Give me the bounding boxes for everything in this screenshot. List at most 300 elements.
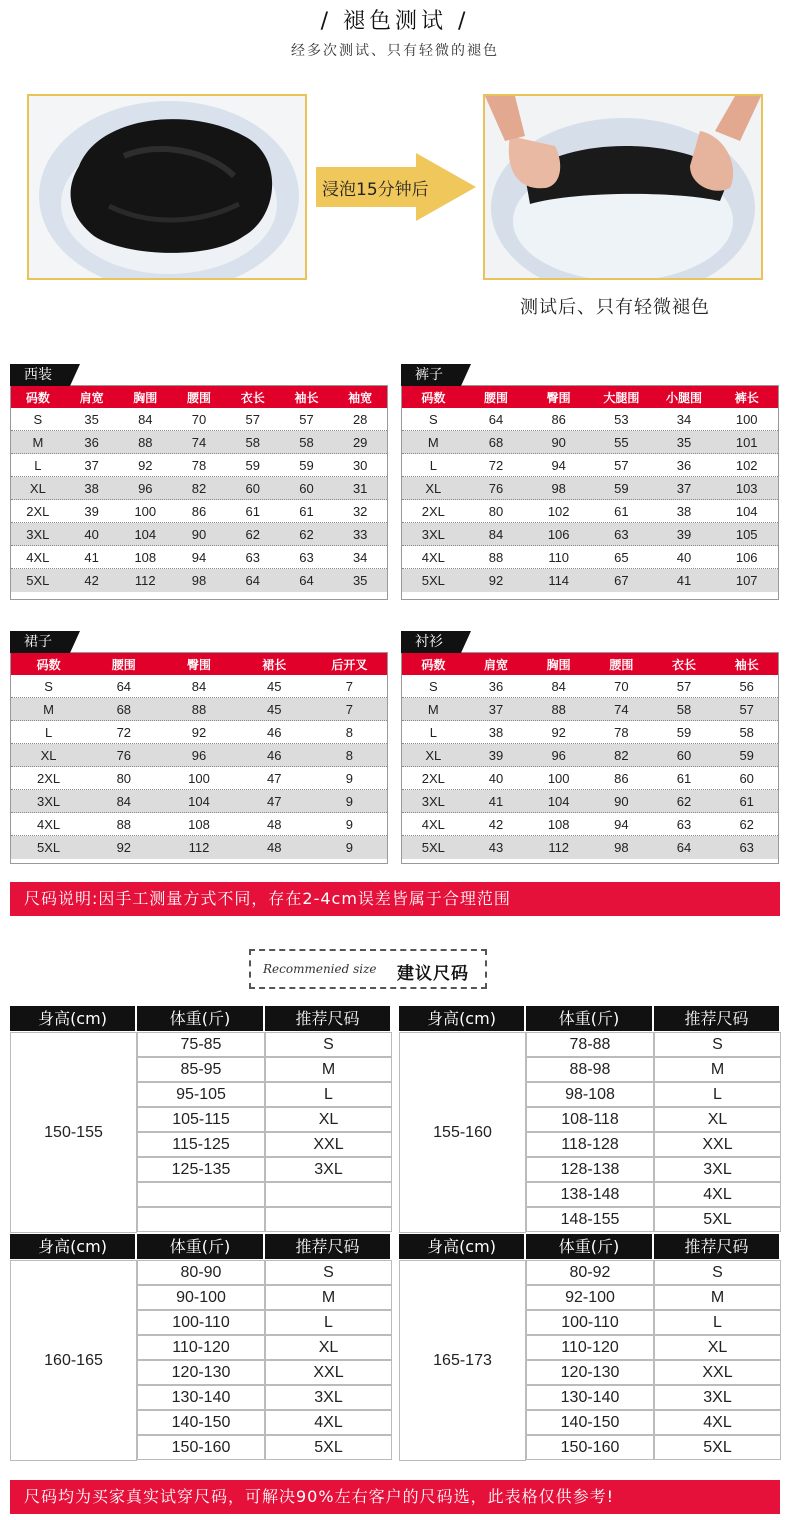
table-cell: 84 [488,526,504,542]
table-row [11,546,387,569]
table-cell: 98 [551,480,566,496]
size-note-bar: 尺码说明:因手工测量方式不同，存在2-4cm误差皆属于合理范围 [10,882,780,916]
table-cell: 9 [345,793,354,809]
table-row [402,698,778,721]
table-cell: XL [425,747,442,763]
table-cell: 57 [739,701,754,717]
header-cell: 袖长 [294,390,319,405]
table-cell: 72 [116,724,132,740]
header-cell: 袖长 [734,657,759,672]
table-cell: S [429,411,438,427]
table-cell: 4XL [421,816,445,832]
table-cell: XL [29,480,46,496]
header-cell: 大腿围 [603,390,640,405]
table-row [402,721,778,744]
table-cell: 58 [299,434,314,450]
shirt-table-title: 衬衫 [401,631,461,653]
table-cell: 96 [191,747,207,763]
table-cell: 59 [299,457,314,473]
table-cell: 8 [345,724,354,740]
table-cell: XL [40,747,57,763]
table-cell: 2XL [37,770,61,786]
recommend-weight-cell: 80-90 [137,1260,265,1285]
table-cell: 63 [614,526,629,542]
table-cell: 60 [299,480,314,496]
table-cell: 58 [739,724,754,740]
recommend-weight-cell: 92-100 [526,1285,654,1310]
table-cell: 90 [614,793,629,809]
table-cell: 82 [191,480,207,496]
table-cell: 88 [138,434,153,450]
recommend-header-cell: 推荐尺码 [654,1006,779,1031]
recommend-height-range: 165-173 [399,1260,526,1461]
recommend-weight-cell: 120-130 [137,1360,265,1385]
table-cell: 92 [116,840,132,855]
table-cell: 62 [245,526,260,542]
recommend-size-cell: L [265,1082,392,1107]
recommend-size-cell: M [265,1285,392,1310]
table-cell: 41 [488,793,504,809]
table-cell: 46 [266,747,282,763]
recommend-header-cell: 体重(斤) [137,1234,263,1259]
recommend-header-cell: 身高(cm) [10,1006,135,1031]
table-cell: 61 [614,503,629,519]
table-cell: 9 [345,770,354,786]
table-cell: S [44,678,53,694]
recommend-size-cell [265,1182,392,1207]
table-cell: 3XL [26,526,50,542]
recommend-weight-cell [137,1182,265,1207]
recommend-weight-cell: 95-105 [137,1082,265,1107]
recommend-size-cell: XL [654,1335,781,1360]
table-row [11,431,387,454]
after-photo [483,94,763,280]
pants-size-table [401,367,779,600]
recommend-size-cell: 3XL [265,1385,392,1410]
recommend-weight-cell: 140-150 [526,1410,654,1435]
recommend-weight-cell: 138-148 [526,1182,654,1207]
table-row [11,744,387,767]
recommend-title: 建议尺码 [397,964,469,984]
table-cell: 57 [676,678,692,694]
header-cell: 腰围 [609,657,634,672]
recommend-size-cell: 4XL [654,1182,781,1207]
table-cell: 48 [266,840,282,855]
recommend-weight-cell: 105-115 [137,1107,265,1132]
table-cell: 60 [739,770,754,786]
recommend-weight-cell: 100-110 [137,1310,265,1335]
table-cell: 84 [551,678,566,694]
table-cell: 108 [547,816,570,832]
table-cell: M [32,434,44,450]
table-cell: 78 [191,457,207,473]
table-cell: 107 [735,573,758,588]
table-cell: 7 [345,701,354,717]
recommend-size-cell: 3XL [265,1157,392,1182]
table-cell: 110 [548,549,570,565]
table-cell: 104 [735,503,758,519]
recommend-weight-cell: 130-140 [137,1385,265,1410]
table-cell: 62 [676,793,692,809]
table-row [402,836,778,859]
table-cell: 31 [352,480,368,496]
recommend-size-cell: L [265,1310,392,1335]
table-cell: 104 [188,793,210,809]
table-cell: 63 [245,549,260,565]
table-cell: 37 [84,457,99,473]
table-cell: L [429,457,437,473]
bottom-note-bar: 尺码均为买家真实试穿尺码，可解决90%左右客户的尺码选，此表格仅供参考! [10,1480,780,1514]
table-cell: 8 [345,747,354,763]
table-cell: M [43,701,55,717]
header-cell: 肩宽 [79,390,104,405]
table-cell: 98 [191,573,207,588]
table-cell: 74 [614,701,629,717]
recommend-size-cell: XL [265,1107,392,1132]
recommend-weight-cell: 100-110 [526,1310,654,1335]
table-cell: 35 [352,573,368,588]
table-cell: 42 [84,573,99,588]
table-cell: 40 [488,770,504,786]
header-cell: 衣长 [672,657,697,672]
table-cell: 29 [352,434,368,450]
table-cell: 40 [676,549,692,565]
table-cell: 47 [266,770,282,786]
recommend-size-cell: 3XL [654,1157,781,1182]
table-cell: 92 [551,724,566,740]
table-cell: M [427,434,439,450]
table-cell: 86 [191,503,207,519]
table-cell: 62 [299,526,314,542]
table-cell: 70 [614,678,629,694]
table-cell: 57 [245,411,260,427]
table-cell: 38 [488,724,504,740]
recommend-size-cell: L [654,1082,781,1107]
table-cell: 59 [245,457,260,473]
table-cell: L [44,724,53,740]
table-cell: 108 [134,549,157,565]
table-cell: 96 [138,480,153,496]
header-cell: 胸围 [133,390,158,405]
table-cell: 36 [676,457,692,473]
table-cell: 105 [735,526,758,542]
page-subtitle: 经多次测试、只有轻微的褪色 [291,43,499,59]
table-cell: 63 [739,840,754,855]
table-cell: 2XL [421,503,445,519]
table-cell: 5XL [37,840,61,855]
table-cell: 61 [676,770,692,786]
table-cell: 43 [488,840,504,855]
table-cell: 39 [84,503,99,519]
table-cell: 30 [352,457,368,473]
table-row [402,744,778,767]
table-row [11,569,387,592]
recommend-badge [249,949,487,989]
recommend-size-cell: M [654,1057,781,1082]
header-cell: 臀围 [187,657,212,672]
header-cell: 臀围 [546,390,571,405]
recommend-size-cell: 5XL [654,1435,781,1460]
recommend-height-range: 160-165 [10,1260,137,1461]
table-cell: 38 [676,503,692,519]
table-cell: 2XL [26,503,50,519]
header-cell: 肩宽 [484,657,509,672]
table-row [11,813,387,836]
table-row [402,813,778,836]
before-photo [27,94,307,280]
table-row [402,454,778,477]
recommend-size-cell: XL [654,1107,781,1132]
recommend-size-cell: XXL [265,1360,392,1385]
table-cell: 100 [547,770,570,786]
recommend-height-range: 150-155 [10,1032,137,1233]
table-cell: 60 [676,747,692,763]
recommend-weight-cell: 125-135 [137,1157,265,1182]
recommend-script-label: Recommenied size [263,962,377,976]
table-cell: 53 [614,411,629,427]
recommend-size-cell: M [265,1057,392,1082]
header-cell: 腰围 [111,657,136,672]
table-cell: 9 [345,816,354,832]
table-cell: 67 [614,573,629,588]
table-row [11,500,387,523]
table-cell: 55 [614,434,629,450]
table-cell: S [429,678,438,694]
table-cell: 3XL [421,526,445,542]
recommend-weight-cell: 130-140 [526,1385,654,1410]
arrow-label: 浸泡15分钟后 [322,180,429,200]
table-cell: 108 [188,816,210,832]
skirt-size-table [10,634,388,864]
table-row [11,790,387,813]
recommend-weight-cell: 88-98 [526,1057,654,1082]
table-cell: 59 [614,480,629,496]
header-cell: 腰围 [187,390,212,405]
table-header-row [402,386,778,408]
table-cell: 37 [488,701,504,717]
table-row [11,408,387,431]
table-cell: 58 [245,434,260,450]
table-cell: 80 [116,770,132,786]
recommend-size-cell: 3XL [654,1385,781,1410]
recommend-header-cell: 推荐尺码 [654,1234,779,1259]
table-cell: 32 [352,503,368,519]
table-cell: 72 [488,457,504,473]
table-cell: 57 [614,457,629,473]
table-row [11,523,387,546]
recommend-weight-cell: 110-120 [526,1335,654,1360]
table-cell: XL [425,480,442,496]
table-cell: 92 [488,573,504,588]
table-cell: 80 [488,503,504,519]
table-cell: 3XL [37,793,61,809]
recommend-size-cell: S [265,1032,392,1057]
header-cell: 胸围 [546,657,571,672]
header-cell: 码数 [421,657,446,672]
table-cell: 86 [614,770,629,786]
table-cell: 64 [299,573,314,588]
recommend-height-range: 155-160 [399,1032,526,1233]
table-cell: 64 [245,573,260,588]
table-cell: 37 [676,480,692,496]
recommend-size-cell: S [654,1260,781,1285]
table-cell: 90 [551,434,566,450]
header-cell: 衣长 [240,390,265,405]
table-row [11,767,387,790]
table-cell: 60 [245,480,260,496]
recommend-size-cell: XXL [265,1132,392,1157]
table-cell: 86 [551,411,566,427]
table-header-row [402,653,778,675]
table-cell: 39 [488,747,504,763]
table-cell: 96 [551,747,566,763]
table-cell: 112 [188,840,210,855]
table-cell: 28 [352,411,368,427]
table-cell: 59 [676,724,692,740]
table-row [11,698,387,721]
table-row [11,454,387,477]
table-cell: 65 [614,549,629,565]
recommend-size-cell: XXL [654,1132,781,1157]
recommend-header-cell: 体重(斤) [137,1006,263,1031]
suit-table-title: 西装 [10,364,70,386]
pants-table-title: 裤子 [401,364,461,386]
recommend-header-cell: 体重(斤) [526,1006,652,1031]
table-row [402,569,778,592]
table-cell: 34 [676,411,692,427]
shirt-size-table [401,634,779,864]
table-cell: 106 [547,526,570,542]
recommend-size-cell: 4XL [654,1410,781,1435]
table-cell: 59 [739,747,754,763]
table-cell: 100 [188,770,210,786]
recommend-size-cell [265,1207,392,1232]
recommend-weight-cell: 108-118 [526,1107,654,1132]
recommend-size-cell: XXL [654,1360,781,1385]
recommend-weight-cell: 115-125 [137,1132,265,1157]
table-cell: 36 [84,434,99,450]
recommend-size-cell: L [654,1310,781,1335]
table-cell: 61 [245,503,260,519]
recommend-weight-cell: 148-155 [526,1207,654,1232]
header-cell: 小腿围 [666,390,703,405]
table-cell: 90 [191,526,207,542]
table-cell: 45 [266,701,282,717]
recommend-header-cell: 身高(cm) [10,1234,135,1259]
suit-size-table [10,367,388,600]
table-cell: 4XL [37,816,61,832]
recommend-header-cell: 体重(斤) [526,1234,652,1259]
table-cell: 46 [266,724,282,740]
table-cell: 104 [547,793,570,809]
table-cell: S [33,411,43,427]
recommend-size-cell: M [654,1285,781,1310]
table-row [402,523,778,546]
recommend-weight-cell: 80-92 [526,1260,654,1285]
recommend-weight-cell: 150-160 [526,1435,654,1460]
table-cell: 64 [488,411,504,427]
table-cell: 98 [614,840,629,855]
table-cell: 33 [352,526,368,542]
table-cell: 114 [548,573,570,588]
table-cell: 39 [676,526,692,542]
table-cell: 38 [84,480,99,496]
table-row [402,500,778,523]
table-cell: 104 [134,526,157,542]
table-cell: 88 [551,701,566,717]
table-cell: 76 [116,747,132,763]
table-cell: M [427,701,439,717]
table-cell: 100 [735,411,758,427]
table-cell: 68 [488,434,504,450]
table-cell: 102 [735,457,758,473]
table-cell: 61 [299,503,314,519]
table-cell: 92 [191,724,207,740]
table-cell: 103 [735,480,758,496]
table-cell: 88 [116,816,132,832]
table-cell: 106 [735,549,758,565]
table-cell: L [34,457,42,473]
table-cell: 82 [614,747,629,763]
table-cell: 100 [134,503,157,519]
table-cell: 63 [676,816,692,832]
header-cell: 码数 [421,390,446,405]
table-cell: 64 [676,840,692,855]
table-cell: 101 [735,434,758,450]
table-cell: 88 [191,701,207,717]
table-cell: 84 [116,793,132,809]
recommend-weight-cell [137,1207,265,1232]
after-caption: 测试后、只有轻微褪色 [520,297,710,318]
table-cell: 78 [614,724,629,740]
skirt-table-title: 裙子 [10,631,70,653]
header-cell: 后开叉 [331,657,368,672]
table-cell: 57 [299,411,314,427]
table-cell: 41 [84,549,99,565]
recommend-header-cell: 身高(cm) [399,1234,524,1259]
table-cell: 4XL [26,549,50,565]
recommend-weight-cell: 150-160 [137,1435,265,1460]
recommend-size-cell: 5XL [265,1435,392,1460]
table-cell: 47 [266,793,282,809]
recommend-weight-cell: 128-138 [526,1157,654,1182]
table-cell: 4XL [421,549,445,565]
recommend-size-cell: XL [265,1335,392,1360]
table-cell: 102 [547,503,570,519]
table-cell: 5XL [26,573,50,588]
table-cell: 41 [676,573,692,588]
recommend-weight-cell: 78-88 [526,1032,654,1057]
table-cell: 61 [739,793,754,809]
table-row [402,546,778,569]
recommend-weight-cell: 98-108 [526,1082,654,1107]
recommend-weight-cell: 75-85 [137,1032,265,1057]
table-cell: 68 [116,701,132,717]
table-cell: 112 [548,840,570,855]
table-cell: 35 [676,434,692,450]
table-cell: 92 [138,457,153,473]
table-cell: 94 [191,549,207,565]
header-cell: 裤长 [734,390,759,405]
table-cell: 58 [676,701,692,717]
table-cell: 112 [134,573,156,588]
table-row [402,767,778,790]
table-cell: 56 [739,678,754,694]
table-cell: 7 [345,678,354,694]
page-title: / 褪色测试 / [320,9,470,34]
header-cell: 裙长 [262,657,287,672]
recommend-weight-cell: 110-120 [137,1335,265,1360]
